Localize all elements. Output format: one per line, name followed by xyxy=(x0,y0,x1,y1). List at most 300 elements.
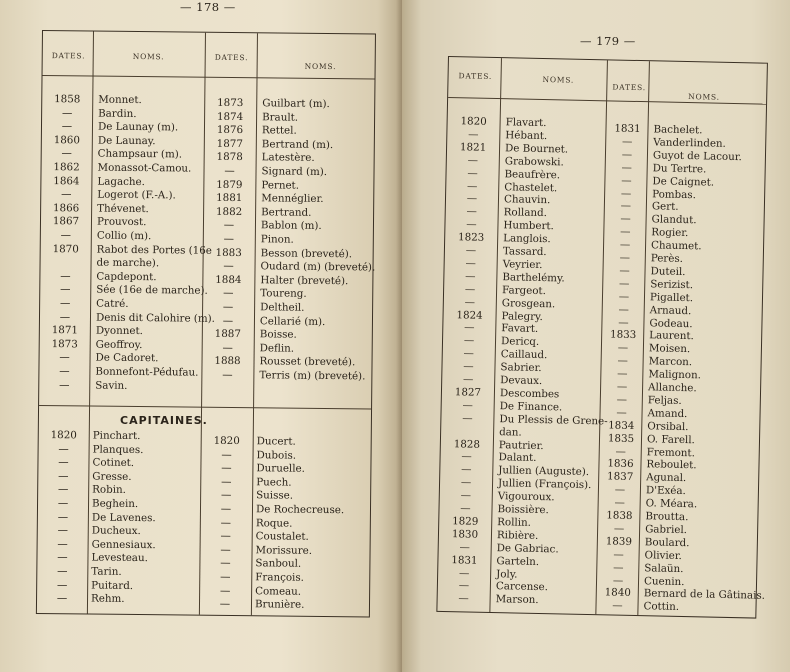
row-name: Duruelle. xyxy=(256,462,305,475)
row-date: 1835 xyxy=(607,432,635,445)
row-name: Beaufrère. xyxy=(504,167,561,181)
row-date: 1884 xyxy=(215,273,242,286)
row-date: — xyxy=(621,174,632,187)
row-name: Marson. xyxy=(495,593,539,607)
row-name: Chastelet. xyxy=(504,180,558,194)
row-date: 1864 xyxy=(53,174,80,187)
row-name: Geoffroy. xyxy=(95,338,143,351)
row-name: Palegry. xyxy=(501,309,543,323)
row-date: — xyxy=(224,164,235,178)
row-name: Bonnefont-Pédufau. xyxy=(95,365,199,379)
row-name: Cellarié (m). xyxy=(259,314,326,328)
row-date: — xyxy=(61,106,73,119)
row-date: — xyxy=(57,537,68,551)
row-name: Gabriel. xyxy=(645,523,688,536)
row-date: — xyxy=(220,530,231,543)
row-date: — xyxy=(59,351,70,364)
row-name: Rabot des Portes (16e xyxy=(96,243,212,257)
row-date: — xyxy=(616,393,628,406)
row-name: dan. xyxy=(499,425,522,439)
row-name: Cuenin. xyxy=(643,574,685,588)
row-name: De Cadoret. xyxy=(95,351,159,365)
row-name: Denis dit Calohire (m). xyxy=(95,311,215,325)
row-name: de marche). xyxy=(96,256,160,270)
row-name: Vanderlinden. xyxy=(653,136,727,150)
row-name: O. Méara. xyxy=(645,497,698,511)
row-date: — xyxy=(58,456,69,469)
row-name: Dyonnet. xyxy=(95,324,143,338)
row-date: — xyxy=(220,570,231,584)
row-date: — xyxy=(468,128,479,141)
row-name: Sanboul. xyxy=(255,557,302,571)
row-date: 1824 xyxy=(456,308,483,322)
row-name: Signard (m). xyxy=(261,165,328,178)
row-date: — xyxy=(459,541,470,554)
row-name: Savin. xyxy=(95,379,128,392)
row-name: Dubois. xyxy=(256,448,297,462)
row-name: De Launay (m). xyxy=(97,120,179,134)
row-date: — xyxy=(223,287,234,300)
row-date: — xyxy=(617,367,628,380)
row-date: — xyxy=(219,598,231,611)
row-name: Orsibal. xyxy=(647,419,689,433)
row-name: Jullien (François). xyxy=(497,477,592,492)
row-name: Rehm. xyxy=(90,592,125,606)
row-name: Guyot de Lacour. xyxy=(652,149,742,163)
row-name: Champsaur (m). xyxy=(97,147,183,161)
row-date: — xyxy=(620,187,632,200)
row-name: De Caignet. xyxy=(652,174,715,189)
row-date: — xyxy=(59,378,70,391)
row-name: Carcense. xyxy=(495,580,549,594)
row-name: Malignon. xyxy=(648,368,702,382)
row-date: 1873 xyxy=(51,337,78,351)
row-date: 1883 xyxy=(215,246,242,259)
row-name: Marcon. xyxy=(648,355,693,369)
row-name: Coustalet. xyxy=(255,530,309,544)
row-name: Olivier. xyxy=(644,548,683,562)
row-date: 1888 xyxy=(214,355,241,368)
row-date: — xyxy=(60,229,72,242)
row-date: — xyxy=(222,300,234,314)
row-date: — xyxy=(466,192,478,206)
row-name: Boulard. xyxy=(644,536,690,549)
row-name: Amand. xyxy=(647,407,688,420)
row-name: Bablon (m). xyxy=(260,219,322,233)
row-date: 1887 xyxy=(214,328,241,341)
row-name: Brault. xyxy=(262,110,299,124)
row-date: — xyxy=(466,205,478,218)
row-name: Puech. xyxy=(256,476,292,489)
row-date: — xyxy=(57,524,68,537)
row-name: Chauvin. xyxy=(503,193,551,207)
row-date: 1831 xyxy=(451,553,478,567)
row-name: Ducheux. xyxy=(91,524,141,538)
row-date: 1881 xyxy=(216,192,243,205)
row-name: Humbert. xyxy=(503,219,554,233)
row-date: — xyxy=(221,448,232,461)
row-name: Chaumet. xyxy=(650,239,702,253)
row-name: Morissure. xyxy=(255,544,313,557)
row-name: Godeau. xyxy=(649,316,693,330)
row-date: — xyxy=(465,257,476,270)
row-name: Dalant. xyxy=(498,451,537,465)
row-date: — xyxy=(619,251,631,264)
row-date: 1836 xyxy=(607,457,634,471)
row-name: Monnet. xyxy=(98,93,142,107)
header-dates: DATES. xyxy=(612,82,647,93)
page-number: — 179 — xyxy=(580,34,636,48)
row-date: — xyxy=(621,161,632,174)
row-date: — xyxy=(465,270,476,283)
row-date: 1873 xyxy=(217,96,244,110)
row-name: Monassot-Camou. xyxy=(97,161,192,175)
row-date: — xyxy=(463,360,474,373)
row-date: 1867 xyxy=(52,215,80,228)
row-date: — xyxy=(465,244,477,257)
row-name: De Finance. xyxy=(499,399,563,414)
row-date: — xyxy=(58,442,69,455)
row-date: — xyxy=(59,310,71,323)
header-dates: DATES. xyxy=(458,71,493,81)
row-name: Joly. xyxy=(496,567,518,581)
row-date: — xyxy=(61,147,72,160)
row-date: 1871 xyxy=(51,324,79,337)
row-date: 1831 xyxy=(614,122,641,136)
row-name: Garteln. xyxy=(496,554,540,568)
row-date: — xyxy=(61,188,72,201)
row-name: Levesteau. xyxy=(91,551,148,565)
row-name: Beghein. xyxy=(91,497,139,511)
row-name: Rogier. xyxy=(651,226,689,240)
row-date: — xyxy=(464,283,476,296)
row-date: — xyxy=(458,566,470,580)
row-date: — xyxy=(463,334,475,347)
row-date: — xyxy=(620,225,631,239)
row-date: — xyxy=(613,522,625,535)
row-date: — xyxy=(458,579,470,592)
header-noms: NOMS. xyxy=(132,51,165,62)
row-date: — xyxy=(612,574,624,587)
row-date: — xyxy=(58,469,69,483)
row-name: Mennéglier. xyxy=(261,192,324,206)
header-noms: NOMS. xyxy=(542,74,575,85)
row-name: Tarin. xyxy=(91,565,122,578)
row-date: 1866 xyxy=(52,201,80,215)
row-name: Oudard (m) (breveté). xyxy=(260,260,376,274)
row-name: Perès. xyxy=(650,252,684,265)
row-name: Langlois. xyxy=(503,232,551,246)
row-date: — xyxy=(612,599,623,613)
row-name: Cotinet. xyxy=(92,456,135,470)
row-date: — xyxy=(222,314,234,327)
row-date: — xyxy=(460,489,472,502)
row-date: — xyxy=(460,502,471,515)
row-name: Arnaud. xyxy=(649,303,692,317)
row-date: — xyxy=(223,260,234,273)
row-date: — xyxy=(221,462,232,475)
row-date: — xyxy=(614,483,626,496)
row-name: Puitard. xyxy=(91,579,134,592)
row-date: — xyxy=(618,303,629,316)
row-date: — xyxy=(220,516,232,529)
row-date: — xyxy=(464,295,476,309)
row-name: Du Plessis de Grene- xyxy=(499,412,608,428)
row-date: 1839 xyxy=(605,535,633,548)
row-name: Sée (16e de marche). xyxy=(96,283,208,298)
row-name: Moisen. xyxy=(648,342,691,356)
row-name: Cottin. xyxy=(643,600,680,614)
row-name: Robin. xyxy=(92,483,126,497)
row-name: Devaux. xyxy=(500,374,543,388)
row-name: Grosgean. xyxy=(501,296,556,310)
row-date: 1820 xyxy=(460,115,487,128)
row-date: — xyxy=(458,592,469,605)
row-name: Gennesiaux. xyxy=(91,538,156,552)
right-page xyxy=(402,0,790,672)
row-date: — xyxy=(613,548,624,561)
row-name: Rolland. xyxy=(503,206,548,220)
row-name: Comeau. xyxy=(255,584,302,598)
row-name: Allanche. xyxy=(647,381,697,395)
row-date: — xyxy=(613,561,624,574)
row-name: Ribière. xyxy=(496,528,539,542)
row-date: — xyxy=(57,565,68,578)
row-name: Lagache. xyxy=(97,175,145,188)
row-name: Glandut. xyxy=(651,213,697,227)
row-name: Gresse. xyxy=(92,470,132,483)
row-name: Pinon. xyxy=(260,233,294,246)
row-date: 1833 xyxy=(609,328,637,342)
row-date: — xyxy=(461,463,472,476)
row-date: 1860 xyxy=(53,133,81,147)
row-date: 1876 xyxy=(216,124,244,137)
page-number: — 178 — xyxy=(180,0,236,14)
row-name: Bachelet. xyxy=(653,123,703,137)
row-name: Deltheil. xyxy=(260,301,305,314)
row-name: Vigouroux. xyxy=(497,490,555,504)
row-date: — xyxy=(464,321,475,335)
row-date: — xyxy=(615,445,627,458)
row-name: Grabowski. xyxy=(504,154,564,169)
row-name: Caillaud. xyxy=(500,348,548,362)
row-name: Broutta. xyxy=(645,510,689,524)
row-name: Bernard de la Gâtinais. xyxy=(643,587,766,603)
row-date: — xyxy=(620,200,632,213)
row-name: Barthelémy. xyxy=(502,270,565,285)
row-name: Veyrier. xyxy=(502,258,543,271)
row-date: 1858 xyxy=(54,93,81,106)
header-noms: NOMS. xyxy=(688,92,720,102)
row-name: Bertrand (m). xyxy=(261,138,334,151)
row-date: — xyxy=(222,341,233,354)
row-date: — xyxy=(223,219,235,232)
header-noms: NOMS. xyxy=(304,61,337,72)
row-name: Collio (m). xyxy=(96,229,152,243)
row-date: 1837 xyxy=(606,470,634,484)
row-date: 1862 xyxy=(53,161,80,174)
row-name: Dericq. xyxy=(500,335,540,349)
row-date: 1840 xyxy=(604,586,632,600)
row-date: — xyxy=(56,578,68,591)
row-name: Du Tertre. xyxy=(652,162,707,176)
row-name: Logerot (F.-A.). xyxy=(97,188,176,202)
row-name: De Bournet. xyxy=(504,142,569,156)
row-date: — xyxy=(60,270,71,283)
row-date: 1820 xyxy=(50,429,77,442)
row-name: Pombas. xyxy=(652,187,697,201)
row-date: — xyxy=(56,592,68,605)
row-name: Capdepont. xyxy=(96,270,157,284)
row-name: Serizist. xyxy=(650,278,694,291)
row-name: Besson (breveté). xyxy=(260,246,353,260)
row-date: 1827 xyxy=(454,386,482,399)
row-date: — xyxy=(616,380,628,393)
row-name: Feljas. xyxy=(647,394,682,407)
row-name: De Lavenes. xyxy=(91,511,156,524)
row-date: — xyxy=(220,557,231,570)
row-date: — xyxy=(461,450,472,463)
row-name: Pautrier. xyxy=(498,438,544,452)
row-date: 1879 xyxy=(216,178,243,191)
row-name: De Rochecreuse. xyxy=(255,503,345,517)
row-date: 1870 xyxy=(52,242,79,255)
row-name: De Launay. xyxy=(97,134,156,147)
row-date: — xyxy=(222,368,233,382)
row-name: Pernet. xyxy=(261,178,300,192)
row-name: Prouvost. xyxy=(96,215,147,229)
row-date: 1820 xyxy=(213,434,240,448)
row-name: Brunière. xyxy=(254,598,305,611)
row-date: — xyxy=(219,584,231,597)
row-name: O. Farell. xyxy=(646,432,696,446)
row-name: Fargeot. xyxy=(501,283,547,297)
row-date: 1821 xyxy=(459,141,487,154)
row-date: — xyxy=(462,373,474,386)
row-date: — xyxy=(460,476,472,489)
row-date: — xyxy=(463,347,475,360)
row-name: Sabrier. xyxy=(500,361,542,375)
row-date: — xyxy=(621,135,633,148)
row-date: — xyxy=(618,290,630,303)
row-name: Deflin. xyxy=(259,342,295,355)
register-table xyxy=(436,56,768,619)
row-date: — xyxy=(223,232,235,246)
row-date: — xyxy=(618,316,629,329)
row-date: — xyxy=(59,365,70,378)
row-date: — xyxy=(220,502,232,516)
row-name: Planques. xyxy=(92,443,144,456)
row-name: Toureng. xyxy=(260,287,307,301)
section-title: CAPITAINES. xyxy=(120,414,208,427)
row-date: — xyxy=(617,341,629,355)
row-date: 1830 xyxy=(451,527,479,541)
header-dates: DATES. xyxy=(214,52,249,63)
row-date: — xyxy=(61,120,73,133)
row-date: — xyxy=(59,297,71,310)
row-name: Agunal. xyxy=(646,471,687,485)
row-name: Roque. xyxy=(255,516,293,530)
row-name: Tassard. xyxy=(502,245,547,259)
row-name: D'Exéa. xyxy=(645,484,686,498)
row-date: 1838 xyxy=(606,509,633,522)
row-date: — xyxy=(620,212,631,226)
row-name: Halter (breveté). xyxy=(260,274,349,288)
row-date: — xyxy=(57,551,68,564)
row-date: — xyxy=(60,283,71,296)
row-date: — xyxy=(467,167,478,180)
row-date: — xyxy=(618,277,630,290)
row-date: — xyxy=(616,406,627,419)
row-name: Gert. xyxy=(651,200,679,214)
row-name: Bertrand. xyxy=(261,206,312,219)
row-name: Duteil. xyxy=(650,265,686,278)
row-date: 1828 xyxy=(453,437,481,451)
row-name: Hébant. xyxy=(505,129,548,142)
row-name: Bardin. xyxy=(98,107,137,120)
row-name: De Gabriac. xyxy=(496,541,559,556)
row-date: 1834 xyxy=(608,419,635,432)
row-date: — xyxy=(462,412,473,425)
row-name: Boissière. xyxy=(497,503,549,517)
row-date: — xyxy=(619,238,631,251)
row-date: — xyxy=(617,354,628,368)
row-name: François. xyxy=(255,571,304,584)
row-date: 1877 xyxy=(216,137,243,150)
row-name: Boisse. xyxy=(259,328,297,341)
row-date: — xyxy=(57,497,69,510)
row-date: — xyxy=(467,179,478,193)
row-date: 1823 xyxy=(457,231,485,244)
row-date: — xyxy=(220,489,232,502)
row-name: Jullien (Auguste). xyxy=(498,464,590,479)
register-table xyxy=(36,30,376,617)
row-date: — xyxy=(467,154,479,167)
row-name: Flavart. xyxy=(505,116,547,130)
row-date: — xyxy=(619,264,630,277)
row-name: Fremont. xyxy=(646,445,696,459)
row-date: — xyxy=(220,543,231,556)
row-name: Suisse. xyxy=(256,489,294,503)
row-name: Descombes xyxy=(499,387,560,401)
row-date: — xyxy=(57,510,69,523)
row-name: Ducert. xyxy=(256,435,296,448)
row-date: — xyxy=(621,148,633,161)
row-name: Rollin. xyxy=(497,516,532,529)
row-name: Latestère. xyxy=(261,151,315,165)
row-date: — xyxy=(466,218,477,231)
row-date: 1882 xyxy=(215,205,243,218)
row-name: Pigallet. xyxy=(649,290,694,304)
row-name: Laurent. xyxy=(649,329,694,343)
row-name: Reboulet. xyxy=(646,458,697,472)
row-date: — xyxy=(462,399,473,412)
row-name: Terris (m) (breveté). xyxy=(259,369,366,383)
header-dates: DATES. xyxy=(51,51,86,61)
row-date: 1829 xyxy=(452,515,479,528)
row-name: Guilbart (m). xyxy=(262,97,330,111)
row-date: — xyxy=(57,483,69,496)
row-name: Catré. xyxy=(96,297,129,310)
row-name: Favart. xyxy=(501,322,539,336)
row-date: 1878 xyxy=(216,151,243,164)
row-date: — xyxy=(614,496,625,509)
row-date: — xyxy=(221,475,232,488)
row-name: Thévenet. xyxy=(97,202,149,215)
row-name: Salaün. xyxy=(644,561,684,575)
row-name: Rettel. xyxy=(261,124,297,137)
row-name: Rousset (breveté). xyxy=(259,355,356,369)
